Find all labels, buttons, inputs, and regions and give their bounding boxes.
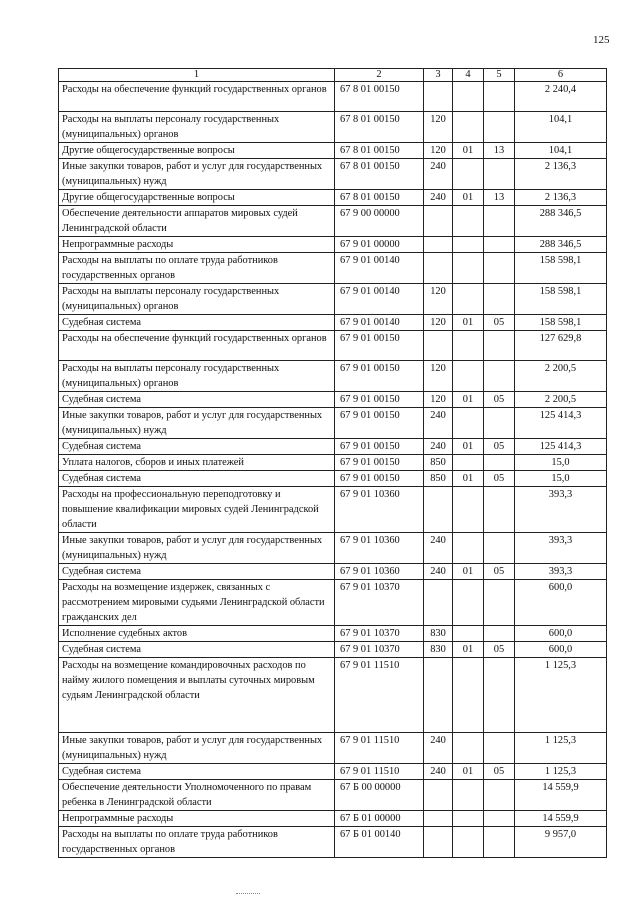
cell-sum: 158 598,1 [515,284,607,315]
cell-name: Судебная система [59,564,335,580]
cell-rz [453,658,484,733]
table-body [59,82,607,858]
cell-vr: 120 [424,361,453,392]
cell-name: Иные закупки товаров, работ и услуг для государственных (муниципальных) нужд [59,159,335,190]
cell-rz [453,82,484,112]
cell-pr: 05 [484,315,515,331]
cell-vr [424,253,453,284]
cell-vr [424,487,453,533]
cell-pr [484,112,515,143]
cell-pr [484,487,515,533]
cell-vr: 240 [424,564,453,580]
cell-vr: 850 [424,471,453,487]
cell-pr: 05 [484,392,515,408]
cell-vr: 240 [424,439,453,455]
cell-pr [484,253,515,284]
cell-code: 67 9 01 10370 [335,626,424,642]
cell-name: Расходы на выплаты по оплате труда работников государственных органов [59,827,335,858]
cell-code: 67 9 01 10360 [335,487,424,533]
column-header-vr: 3 [424,69,453,82]
cell-sum: 393,3 [515,533,607,564]
cell-sum: 2 136,3 [515,159,607,190]
cell-code: 67 9 01 00000 [335,237,424,253]
cell-pr: 13 [484,190,515,206]
cell-code: 67 Б 01 00000 [335,811,424,827]
table-row [59,626,607,642]
cell-rz [453,455,484,471]
cell-rz [453,159,484,190]
table-row [59,780,607,811]
cell-name: Расходы на выплаты по оплате труда работников государственных органов [59,253,335,284]
table-row [59,190,607,206]
cell-code: 67 Б 00 00000 [335,780,424,811]
cell-code: 67 8 01 00150 [335,112,424,143]
cell-pr: 05 [484,642,515,658]
cell-sum: 2 240,4 [515,82,607,112]
table-row [59,439,607,455]
cell-pr [484,455,515,471]
cell-sum: 127 629,8 [515,331,607,361]
cell-name: Судебная система [59,392,335,408]
cell-code: 67 Б 01 00140 [335,827,424,858]
cell-rz: 01 [453,190,484,206]
table-row [59,533,607,564]
cell-code: 67 8 01 00150 [335,190,424,206]
table-row [59,82,607,112]
cell-name: Уплата налогов, сборов и иных платежей [59,455,335,471]
table-row [59,206,607,237]
cell-vr [424,206,453,237]
cell-rz [453,361,484,392]
cell-name: Расходы на выплаты персоналу государственных (муниципальных) органов [59,112,335,143]
cell-name: Расходы на обеспечение функций государственных органов [59,331,335,361]
cell-pr [484,206,515,237]
cell-pr [484,827,515,858]
cell-sum: 2 200,5 [515,392,607,408]
cell-name: Другие общегосударственные вопросы [59,190,335,206]
cell-rz: 01 [453,564,484,580]
cell-code: 67 9 01 00140 [335,284,424,315]
column-header-code: 2 [335,69,424,82]
cell-pr: 05 [484,439,515,455]
cell-sum: 393,3 [515,564,607,580]
cell-pr [484,780,515,811]
cell-pr [484,733,515,764]
cell-pr [484,331,515,361]
column-header-sum: 6 [515,69,607,82]
cell-sum: 600,0 [515,626,607,642]
cell-code: 67 9 00 00000 [335,206,424,237]
cell-pr [484,533,515,564]
cell-vr: 830 [424,642,453,658]
cell-vr: 240 [424,764,453,780]
table-row [59,455,607,471]
cell-sum: 9 957,0 [515,827,607,858]
cell-code: 67 9 01 00150 [335,455,424,471]
cell-code: 67 9 01 10360 [335,564,424,580]
cell-sum: 1 125,3 [515,764,607,780]
table-row [59,564,607,580]
cell-vr [424,580,453,626]
cell-sum: 125 414,3 [515,439,607,455]
cell-sum: 104,1 [515,143,607,159]
cell-pr [484,361,515,392]
cell-name: Судебная система [59,439,335,455]
cell-vr: 120 [424,112,453,143]
cell-pr: 13 [484,143,515,159]
table-row [59,658,607,733]
cell-pr: 05 [484,764,515,780]
cell-code: 67 9 01 11510 [335,733,424,764]
table-row [59,733,607,764]
table-row [59,487,607,533]
cell-name: Непрограммные расходы [59,237,335,253]
scan-mark [236,893,260,894]
cell-rz [453,827,484,858]
table-row [59,361,607,392]
cell-name: Иные закупки товаров, работ и услуг для государственных (муниципальных) нужд [59,733,335,764]
cell-sum: 104,1 [515,112,607,143]
cell-vr [424,780,453,811]
header-row [59,69,607,82]
cell-code: 67 9 01 11510 [335,764,424,780]
cell-rz: 01 [453,642,484,658]
table-row [59,315,607,331]
cell-pr [484,237,515,253]
table-row [59,112,607,143]
cell-sum: 15,0 [515,471,607,487]
cell-rz: 01 [453,392,484,408]
cell-sum: 393,3 [515,487,607,533]
cell-rz: 01 [453,143,484,159]
cell-sum: 288 346,5 [515,206,607,237]
cell-vr: 240 [424,408,453,439]
cell-code: 67 9 01 00150 [335,471,424,487]
table-row [59,237,607,253]
cell-sum: 14 559,9 [515,811,607,827]
cell-vr [424,331,453,361]
table-row [59,811,607,827]
cell-vr: 120 [424,284,453,315]
cell-vr: 240 [424,190,453,206]
cell-pr: 05 [484,471,515,487]
cell-name: Расходы на обеспечение функций государственных органов [59,82,335,112]
cell-name: Другие общегосударственные вопросы [59,143,335,159]
table-row [59,331,607,361]
cell-sum: 288 346,5 [515,237,607,253]
cell-name: Непрограммные расходы [59,811,335,827]
cell-code: 67 9 01 00140 [335,253,424,284]
cell-code: 67 9 01 10370 [335,642,424,658]
cell-code: 67 8 01 00150 [335,143,424,159]
cell-name: Исполнение судебных актов [59,626,335,642]
cell-name: Судебная система [59,471,335,487]
cell-rz [453,331,484,361]
cell-vr [424,82,453,112]
cell-sum: 1 125,3 [515,733,607,764]
cell-code: 67 9 01 00150 [335,331,424,361]
cell-rz [453,811,484,827]
cell-code: 67 9 01 00150 [335,408,424,439]
table-row [59,159,607,190]
cell-vr: 850 [424,455,453,471]
cell-name: Иные закупки товаров, работ и услуг для государственных (муниципальных) нужд [59,533,335,564]
table-row [59,408,607,439]
cell-pr [484,82,515,112]
cell-rz [453,733,484,764]
cell-pr: 05 [484,564,515,580]
cell-code: 67 9 01 00150 [335,361,424,392]
cell-sum: 125 414,3 [515,408,607,439]
cell-sum: 1 125,3 [515,658,607,733]
cell-sum: 158 598,1 [515,253,607,284]
table-row [59,284,607,315]
cell-rz [453,408,484,439]
cell-name: Расходы на возмещение издержек, связанных с рассмотрением мировыми судьями Ленинградской области гражданских дел [59,580,335,626]
cell-vr: 830 [424,626,453,642]
cell-code: 67 9 01 00150 [335,392,424,408]
cell-rz: 01 [453,764,484,780]
column-header-name: 1 [59,69,335,82]
cell-name: Расходы на выплаты персоналу государственных (муниципальных) органов [59,361,335,392]
cell-rz [453,253,484,284]
cell-pr [484,811,515,827]
cell-name: Иные закупки товаров, работ и услуг для государственных (муниципальных) нужд [59,408,335,439]
cell-rz [453,206,484,237]
cell-sum: 600,0 [515,580,607,626]
cell-rz [453,487,484,533]
cell-sum: 2 136,3 [515,190,607,206]
column-header-pr: 5 [484,69,515,82]
cell-vr: 120 [424,315,453,331]
cell-name: Судебная система [59,315,335,331]
cell-code: 67 9 01 10370 [335,580,424,626]
table-row [59,827,607,858]
cell-code: 67 9 01 10360 [335,533,424,564]
cell-vr: 240 [424,533,453,564]
cell-rz [453,533,484,564]
cell-vr [424,811,453,827]
cell-code: 67 9 01 00140 [335,315,424,331]
cell-rz: 01 [453,315,484,331]
cell-pr [484,408,515,439]
cell-vr: 240 [424,159,453,190]
cell-name: Расходы на профессиональную переподготовку и повышение квалификации мировых судей Ленинградской области [59,487,335,533]
cell-sum: 2 200,5 [515,361,607,392]
table-row [59,764,607,780]
cell-vr: 120 [424,392,453,408]
table-row [59,392,607,408]
cell-pr [484,626,515,642]
cell-name: Расходы на выплаты персоналу государственных (муниципальных) органов [59,284,335,315]
cell-vr [424,658,453,733]
cell-pr [484,658,515,733]
budget-table [58,68,607,858]
cell-name: Обеспечение деятельности аппаратов мировых судей Ленинградской области [59,206,335,237]
cell-rz [453,580,484,626]
cell-name: Расходы на возмещение командировочных расходов по найму жилого помещения и выплаты суточных мировым судьям Ленинградской области [59,658,335,733]
cell-rz [453,626,484,642]
cell-code: 67 9 01 00150 [335,439,424,455]
cell-name: Судебная система [59,642,335,658]
cell-rz: 01 [453,471,484,487]
cell-name: Обеспечение деятельности Уполномоченного по правам ребенка в Ленинградской области [59,780,335,811]
cell-sum: 158 598,1 [515,315,607,331]
column-header-rz: 4 [453,69,484,82]
cell-rz [453,112,484,143]
cell-name: Судебная система [59,764,335,780]
cell-vr: 240 [424,733,453,764]
cell-pr [484,159,515,190]
cell-sum: 15,0 [515,455,607,471]
cell-vr [424,827,453,858]
cell-vr: 120 [424,143,453,159]
cell-code: 67 8 01 00150 [335,82,424,112]
table-row [59,253,607,284]
cell-sum: 600,0 [515,642,607,658]
cell-rz [453,780,484,811]
cell-code: 67 8 01 00150 [335,159,424,190]
cell-pr [484,284,515,315]
cell-sum: 14 559,9 [515,780,607,811]
cell-rz [453,237,484,253]
cell-pr [484,580,515,626]
table-row [59,143,607,159]
cell-vr [424,237,453,253]
cell-rz [453,284,484,315]
cell-code: 67 9 01 11510 [335,658,424,733]
table-row [59,471,607,487]
page-number: 125 [593,34,610,46]
table-row [59,642,607,658]
cell-rz: 01 [453,439,484,455]
table-row [59,580,607,626]
